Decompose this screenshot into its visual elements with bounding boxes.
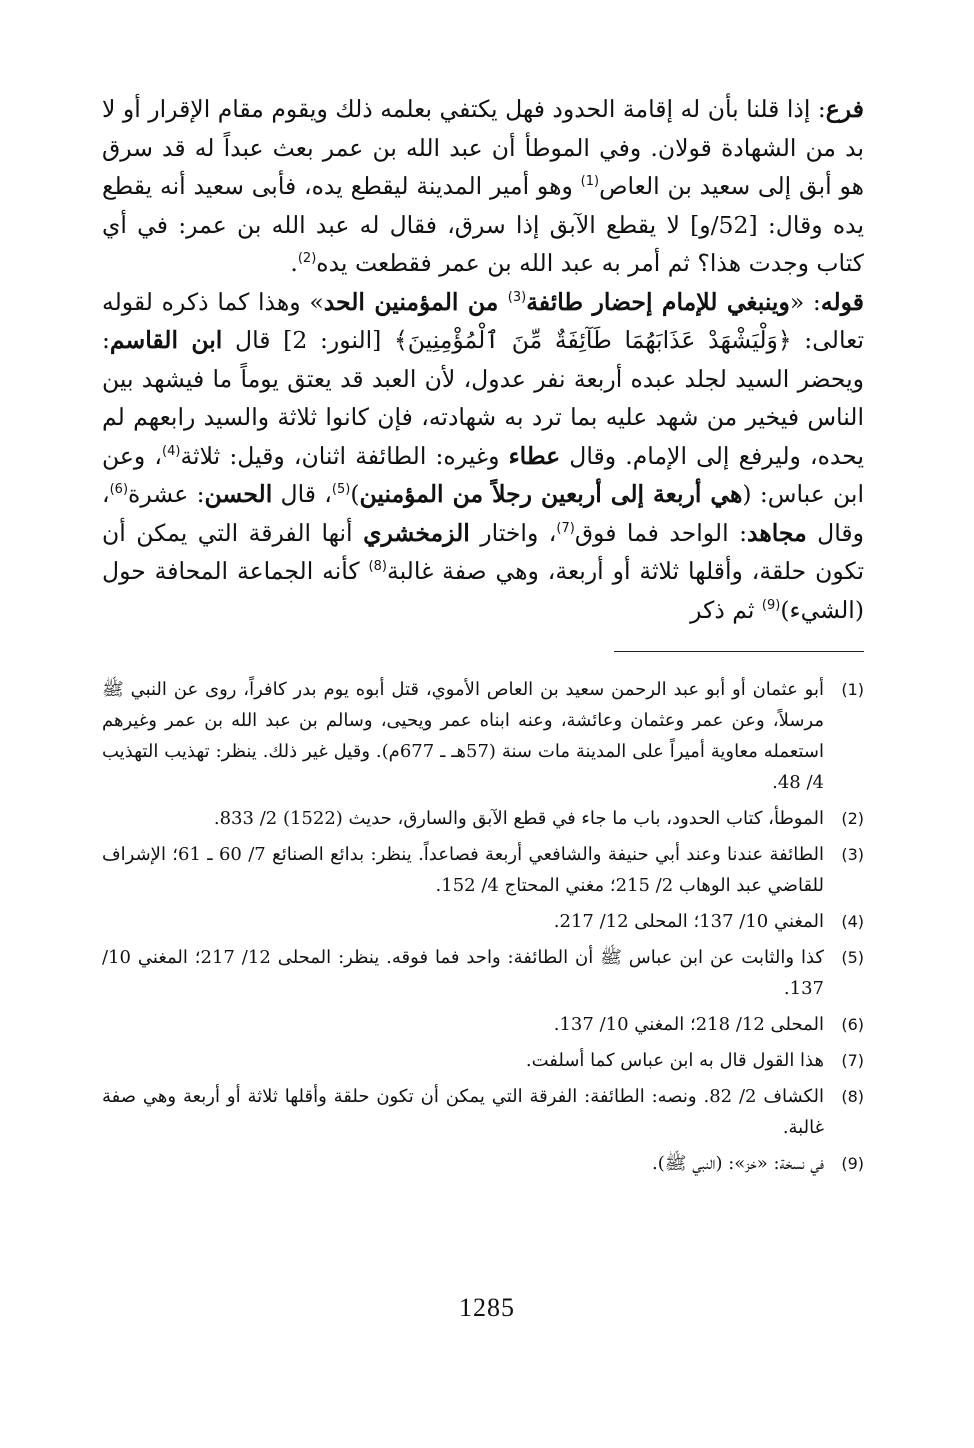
page-body xyxy=(102,90,864,1184)
footnote-number: (4) xyxy=(841,912,864,931)
paragraph-text: : إذا قلنا بأن له إقامة الحدود فهل يكتفي بعلمه ذلك ويقوم مقام الإقرار أو لا بد من الشهادة قولان. وفي الموطأ أن عبد الله بن عمر بعث عبداً له قد سرق هو أبق إلى سعيد بن العاص xyxy=(102,95,864,200)
footnote-divider xyxy=(614,651,864,652)
footnote xyxy=(102,674,864,798)
paragraph-text: أنها الفرقة التي يمكن أن تكون حلقة، وأقلها ثلاثة أو أربعة، وهي صفة غالبة xyxy=(102,518,864,585)
footnote xyxy=(102,1009,864,1040)
footnote-ref: (5) xyxy=(331,482,351,498)
footnote-number: (5) xyxy=(841,948,864,967)
footnote-text: الموطأ، كتاب الحدود، باب ما جاء في قطع الآبق والسارق، حديث (1522) 2/ 833. xyxy=(213,808,824,829)
footnote xyxy=(102,942,864,1004)
footnote-number: (1) xyxy=(841,680,864,699)
paragraph-text: . xyxy=(290,249,298,277)
paragraph-text: ، وقال xyxy=(102,480,864,547)
paragraph-text: ، قال xyxy=(272,480,332,508)
quoted-text: من المؤمنين الحد xyxy=(323,287,508,316)
footnote-number: (2) xyxy=(841,809,864,828)
paragraph-text: ، وعن ابن عباس: ( xyxy=(102,441,864,508)
paragraph-lead: فرع xyxy=(825,95,864,123)
paragraph-text: : عشرة xyxy=(128,480,205,508)
footnote xyxy=(102,906,864,937)
footnote-ref: (7) xyxy=(556,520,575,536)
footnote-number: (9) xyxy=(841,1154,864,1173)
main-text xyxy=(102,90,864,629)
paragraph-text: كأنه الجماعة المحافة حول (الشيء) xyxy=(102,557,864,624)
footnote-text: أبو عثمان أو أبو عبد الرحمن سعيد بن العاص الأموي، قتل أبوه يوم بدر كافراً، روى عن النبي ﷺ مرسلاً، وعن عمر وعثمان وعائشة، وعنه ابناه عمر ويحيى، وسالم بن عبد الله بن عمر وغيرهم استعمله معاوية أميراً على المدينة مات سنة (57هـ ـ 677م). وقيل غير ذلك. ينظر: تهذيب التهذيب 4/ 48. xyxy=(102,679,824,793)
scholar-name: الزمخشري xyxy=(363,518,470,547)
paragraph-lead: قوله xyxy=(820,287,864,316)
footnote-ref: (2) xyxy=(297,251,317,267)
paragraph-text: : الواحد فما فوق xyxy=(574,518,748,547)
footnote-number: (6) xyxy=(841,1015,864,1034)
quoted-text: هي أربعة إلى أربعين رجلاً من المؤمنين xyxy=(359,480,743,508)
footnote-number: (7) xyxy=(841,1051,864,1070)
paragraph-text: : « xyxy=(789,287,821,316)
footnote-ref: (1) xyxy=(580,174,600,190)
scholar-name: ابن القاسم xyxy=(109,326,223,354)
paragraph-text: وهو أمير المدينة ليقطع يده، فأبى سعيد أنه يقطع يده وقال: [52/و] لا يقطع الآبق إذا سرق، فقال له عبد الله بن عمر: في أي كتاب وجدت هذا؟ ثم أمر به عبد الله بن عمر فقطعت يده xyxy=(102,172,865,277)
scholar-name: مجاهد xyxy=(747,518,807,547)
footnote-ref: (6) xyxy=(109,482,129,498)
footnote xyxy=(102,803,864,834)
footnote-text: المغني 10/ 137؛ المحلى 12/ 217. xyxy=(553,911,824,932)
paragraph-text: » وهذا كما ذكره لقوله تعالى: ﴿وَلْيَشْهَدْ عَذَابَهُمَا طَآئِفَةٌ مِّنَ ٱلْمُؤْمِنِينَ﴾ [النور: 2] قال xyxy=(102,287,864,354)
paragraph-text: ، واختار xyxy=(469,518,557,547)
footnote xyxy=(102,1081,864,1143)
footnote-ref: (3) xyxy=(507,289,527,305)
page-number: 1285 xyxy=(459,1293,515,1322)
paragraph-text: : ويحضر السيد لجلد عبده أربعة نفر عدول، لأن العبد قد يعتق يوماً ما فيشهد بين الناس فيخير من شهد عليه بما ترد به شهادته، فإن كانوا ثلاثة والسيد رابعهم لم يحده، وليرفع إلى الإمام. وقال xyxy=(102,326,864,470)
footnote-text: كذا والثابت عن ابن عباس ﷺ أن الطائفة: واحد فما فوقه. ينظر: المحلى 12/ 217؛ المغني 10/ 137. xyxy=(102,947,824,999)
quoted-text: وينبغي للإمام إحضار طائفة xyxy=(526,287,790,316)
footnote-ref: (8) xyxy=(368,559,387,575)
paragraph-1 xyxy=(102,90,864,283)
footnote-text: الطائفة عندنا وعند أبي حنيفة والشافعي أربعة فصاعداً. ينظر: بدائع الصنائع 7/ 60 ـ 61؛ الإشراف للقاضي عبد الوهاب 2/ 215؛ مغني المحتاج 4/ 152. xyxy=(102,844,824,896)
paragraph-text: ثم ذكر xyxy=(690,595,762,624)
footnotes xyxy=(102,674,864,1179)
footnote-number: (8) xyxy=(841,1087,864,1106)
footnote-text: في نسخة: «خز»: (النبي ﷺ). xyxy=(652,1153,824,1174)
footnote xyxy=(102,1045,864,1076)
footnote-number: (3) xyxy=(841,845,864,864)
paragraph-text: ) xyxy=(350,480,360,508)
scholar-name: الحسن xyxy=(204,480,273,508)
scholar-name: عطاء xyxy=(508,441,561,470)
footnote xyxy=(102,839,864,901)
footnote-text: هذا القول قال به ابن عباس كما أسلفت. xyxy=(525,1050,824,1071)
footnote-ref: (9) xyxy=(761,597,781,613)
paragraph-text: وغيره: الطائفة اثنان، وقيل: ثلاثة xyxy=(180,441,509,470)
footnote-text: الكشاف 2/ 82. ونصه: الطائفة: الفرقة التي يمكن أن تكون حلقة وأقلها ثلاثة أو أربعة وهي صفة غالبة. xyxy=(102,1086,824,1138)
footnote-text: المحلى 12/ 218؛ المغني 10/ 137. xyxy=(553,1014,824,1035)
footnote-ref: (4) xyxy=(162,443,181,459)
footnote xyxy=(102,1148,864,1179)
paragraph-2 xyxy=(102,283,864,630)
